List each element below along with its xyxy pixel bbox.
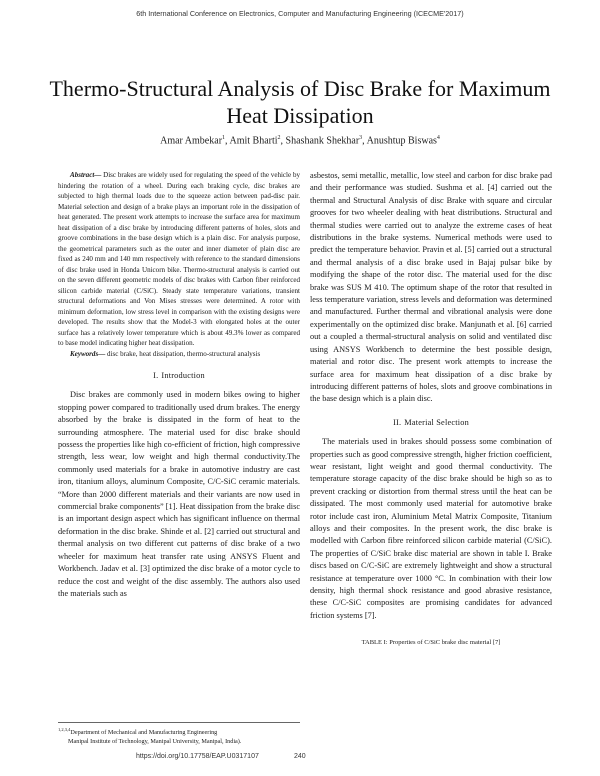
author-list: Amar Ambekar$^1$, Amit Bharti$^2$, Shashank Shekhar$^3$, Anushtup Biswas$^4$: [160, 135, 440, 147]
keywords: [58, 349, 300, 360]
section-number: II.: [393, 417, 402, 427]
author-affiliation-mark: 3: [359, 135, 363, 141]
abstract-label: Abstract—: [70, 171, 102, 179]
footnote-line: Department of Mechanical and Manufacturing Engineering: [70, 729, 218, 737]
author-name: Amit Bharti: [229, 135, 278, 147]
author-affiliation-mark: 2: [277, 135, 281, 141]
page-number: 240: [294, 753, 306, 760]
author-name: Anushtup Biswas: [366, 135, 437, 147]
conference-header: 6th International Conference on Electronics, Computer and Manufacturing Engineering (ICECME'2017): [136, 9, 464, 18]
table-caption: TABLE I: Properties of C/SiC brake disc material [7]: [361, 639, 501, 647]
author-affiliation-mark: 1: [222, 135, 226, 141]
section-heading-introduction: [58, 370, 300, 382]
left-column: [58, 170, 300, 600]
section-title: Material Selection: [404, 417, 469, 427]
affiliation-footnote: [58, 722, 300, 746]
introduction-continued-paragraph: asbestos, semi metallic, metallic, low steel and carbon for disc brake pad and their performance was studied. Sushma et al. [4] carried out the thermal and Structural Analysis of disc Brake with square and circular grooves for two wheeler dealing with heat distributions. Structural and thermal studies were carried out to analyze the extreme cases of heat distributions in the brake systems. Numerical methods were used to predict the temperature behavior. Pravin et al. [5] carried out a structural and thermal analysis of a disc brake used in Bajaj pulsar bike by modifying the shape of the rotor disc. The material used for the disc brake was SUS M 410. The optimum shape of the rotor that resulted in less temperature variation, stress levels and deformation was determined and manufactured. Further thermal and vibrational analysis were done experimentally on the optimized disc brake. Manjunath et al. [6] carried out a coupled a thermal-structural analysis on solid and ventilated disc using ANSYS Workbench to determine the best possible design, material and rotor disc. The present work attempts to increase the surface area for maximum heat dissipation of a disc brake by introducing different patterns of holes, slots and groove combinations in the base design which is a plain disc.: [310, 171, 552, 404]
author-affiliation-mark: 4: [436, 135, 440, 141]
footnote-mark: 1,2,3,4: [58, 727, 71, 732]
abstract-text: Disc brakes are widely used for regulating the speed of the vehicle by hindering the rotation of a wheel. During each braking cycle, disc brakes are subjected to high thermal loads due to the squeeze action between pad-disc pair. Material selection and design of a brake plays an important role in the dissipation of heat generated. The present work attempts to increase the surface area for maximum heat dissipation of a disc brake by introducing different patterns of holes, slots and groove combinations in the base design which is a plain disc. For analysis purpose, the geometrical parameters such as the outer and inner diameter of plain disc are fixed as 240 mm and 140 mm respectively with reference to the standard dimensions of disc brake used in Honda Unicorn bike. Thermo-structural analysis is carried out on the seven different geometric models of disc brakes with Carbon fiber reinforced silicon carbide material (C/SiC). Steady state temperature variations, transient structural deformations and Von Mises stresses were determined. A rotor with minimum deformation, low stress level in comparison with the existing designs were developed. The results show that the Model-3 with elongated holes at the outer surface has a relatively lower temperature which is about 49.3% lower as compared to base model indicating higher heat dissipation.: [58, 171, 300, 347]
keywords-label: Keywords—: [70, 349, 106, 358]
doi-link[interactable]: https://doi.org/10.17758/EAP.U0317107: [136, 753, 259, 760]
keywords-text: disc brake, heat dissipation, thermo-structural analysis: [107, 349, 261, 358]
section-title: Introduction: [161, 371, 205, 380]
footnote-line: Manipal Institute of Technology, Manipal University, Manipal, India).: [68, 737, 242, 745]
section-number: I.: [153, 371, 159, 380]
abstract: [58, 170, 300, 349]
right-column: [310, 170, 552, 650]
author-name: Amar Ambekar: [160, 135, 223, 147]
paper-title: Thermo-Structural Analysis of Disc Brake for Maximum Heat Dissipation: [49, 75, 551, 128]
material-selection-paragraph: The materials used in brakes should possess some combination of properties such as good compressive strength, higher friction coefficient, wear resistant, light weight and good thermal conductivity. The temperature storage capacity of the disc brake should be high so as to prevent cracking or distortion from thermal stress until the heat can be dissipated. The most commonly used material for automotive brake rotor include cast iron, Aluminium Metal Matrix Composite, Titanium alloys and their composites. In the present work, the disc brake is modelled with Carbon fibre reinforced silicon carbide material (C/SiC). The properties of C/SiC brake disc material are shown in table I. Brake discs based on C/C-SiC are extremely lightweight and show a structural resistance at temperature over 1000 °C. In combination with their low density, high thermal shock resistance and good abrasive resistance, these C/C-SiC composites are promising candidates for advanced friction systems [7].: [310, 437, 552, 620]
author-name: Shashank Shekhar: [285, 135, 360, 147]
introduction-paragraph: Disc brakes are commonly used in modern bikes owing to higher stopping power compared to traditionally used drum brakes. The energy absorbed by the brake is dissipated in the form of heat to the surrounding atmosphere. The material used for disc brake should possess the properties like high co-efficient of friction, high compressive strength, less wear, low weight and high thermal conductivity.The commonly used materials for a brake in automotive industry are cast iron, titanium alloys, aluminum Composite, C/C-SiC ceramic materials. “More than 2000 different materials and their variants are now used in commercial brake components” [1]. Heat dissipation from the brake disc is an important design aspect which has significant influence on thermal deformation in the disc brake. Shinde et al. [2] carried out structural and thermal analysis on two different cut patterns of disc brake of a two wheeler for maximum heat transfer rate using ANSYS Fluent and Workbench. Jadav et al. [3] optimized the disc brake of a motor cycle to reduce the cost and weight of the disc assembly. The authors also used the materials such as: [58, 390, 300, 598]
section-heading-material-selection: [310, 417, 552, 429]
